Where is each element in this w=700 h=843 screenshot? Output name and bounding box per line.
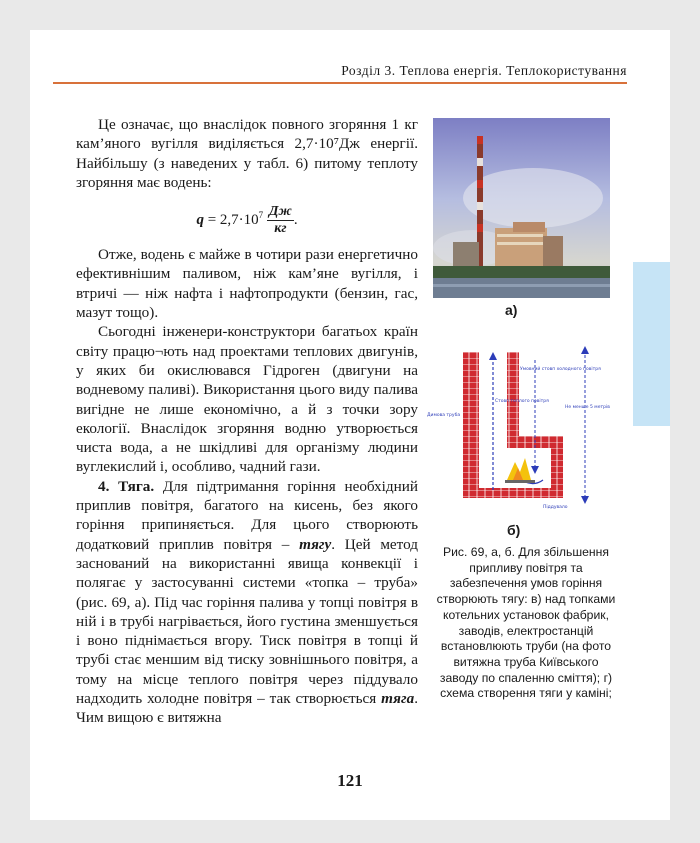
formula-dot: . bbox=[293, 212, 298, 229]
label-cold-column: Умовний стовп холодного повітря bbox=[520, 367, 601, 372]
pipe-wall-left bbox=[463, 352, 479, 492]
label-inlet: Піддувало bbox=[543, 505, 568, 510]
page-number: 121 bbox=[337, 771, 363, 790]
paragraph-1: Це означає, що внаслідок повного згоряння 1 кг кам’яного вугілля виділяється 2,7·10⁷Дж енергії. Найбільшу (з наведених у табл. 6) питому теплоту згоряння має водень: bbox=[76, 116, 418, 191]
section-heading-draft: 4. Тяга. bbox=[98, 477, 155, 495]
firebox-bottom bbox=[463, 488, 563, 498]
paragraph-3: Сьогодні інженери-конструктори багатьох країн світу працю¬ють над проектами теплових двигунів, у яких би окислювався Гідроген (двигуни на водневому паливі). Використання цього виду палива вигідне не лише економічно, а й з точки зору екології. Внаслідок згоряння водню утворюється чиста вода, а не шкідливі для організму людини вуглекислий і, особливо, чадний гази. bbox=[76, 323, 418, 476]
paragraph-4-part-b: . Цей метод заснований на використанні явища конвекції і полягає у застосуванні системи «топка – труба» (рис. 69, а). Під час горіння палива у топці повітря в ній і в трубі нагрівається, його густина зменшується і воно піднімається вгору. Тиск повітря в топці й трубі стає меншим від тиску зовнішнього повітря, а тому на місце теплого повітря через піддувало надходить холодне повітря – так створюється bbox=[76, 535, 418, 708]
paragraph-4-part-c: . Чим вищою є витяжна bbox=[76, 690, 418, 727]
label-warm-column: Стовп теплого повітря bbox=[495, 399, 549, 404]
header-rule bbox=[53, 82, 627, 84]
formula-value: = 2,7·10 bbox=[203, 212, 259, 229]
paragraph-2: Отже, водень є майже в чотири рази енергетично ефективнішим паливом, ніж кам’яне вугілля, і втричі — ніж нафта і нафтопродукти (бензин, гас, мазут тощо). bbox=[76, 246, 418, 322]
firebox-right bbox=[551, 436, 563, 496]
formula-q: q bbox=[196, 212, 204, 229]
formula-numerator: Дж bbox=[268, 204, 292, 220]
label-pipe: Димова труба bbox=[427, 413, 461, 418]
figure-label-b: б) bbox=[507, 522, 521, 538]
hydrogen-formula bbox=[76, 204, 418, 237]
formula-fraction bbox=[267, 204, 294, 237]
side-tab bbox=[633, 262, 670, 426]
chimney-photo bbox=[433, 118, 610, 298]
label-height: Не менше 5 метрів bbox=[565, 405, 610, 410]
formula-denominator: кг bbox=[274, 221, 287, 237]
paragraph-4-part-a: Для підтримання горіння необхідний приплив повітря, багатого на кисень, без якого горіння припиняється. Для цього створюють додатковий приплив повітря – bbox=[76, 477, 418, 553]
formula-exponent: 7 bbox=[258, 210, 264, 221]
term-draft-1: тягу bbox=[299, 535, 332, 553]
main-text-column bbox=[76, 115, 418, 728]
figure-caption: Рис. 69, а, б. Для збільшення припливу повітря та забезпечення умов горіння створюють тягу: в) над топками котельних установок фабрик, заводів, електростанцій встановлюють труби (на фото витяжна труба Київського заводу по спаленню сміття); г) схема створення тяги у каміні; bbox=[436, 545, 616, 701]
page-header bbox=[53, 59, 627, 104]
term-draft-2: тяга bbox=[381, 690, 415, 708]
section-title: Розділ 3. Теплова енергія. Теплокористування bbox=[341, 63, 627, 78]
figure-label-a: а) bbox=[505, 302, 518, 318]
draft-diagram bbox=[425, 340, 615, 515]
paragraph-4 bbox=[76, 477, 418, 728]
